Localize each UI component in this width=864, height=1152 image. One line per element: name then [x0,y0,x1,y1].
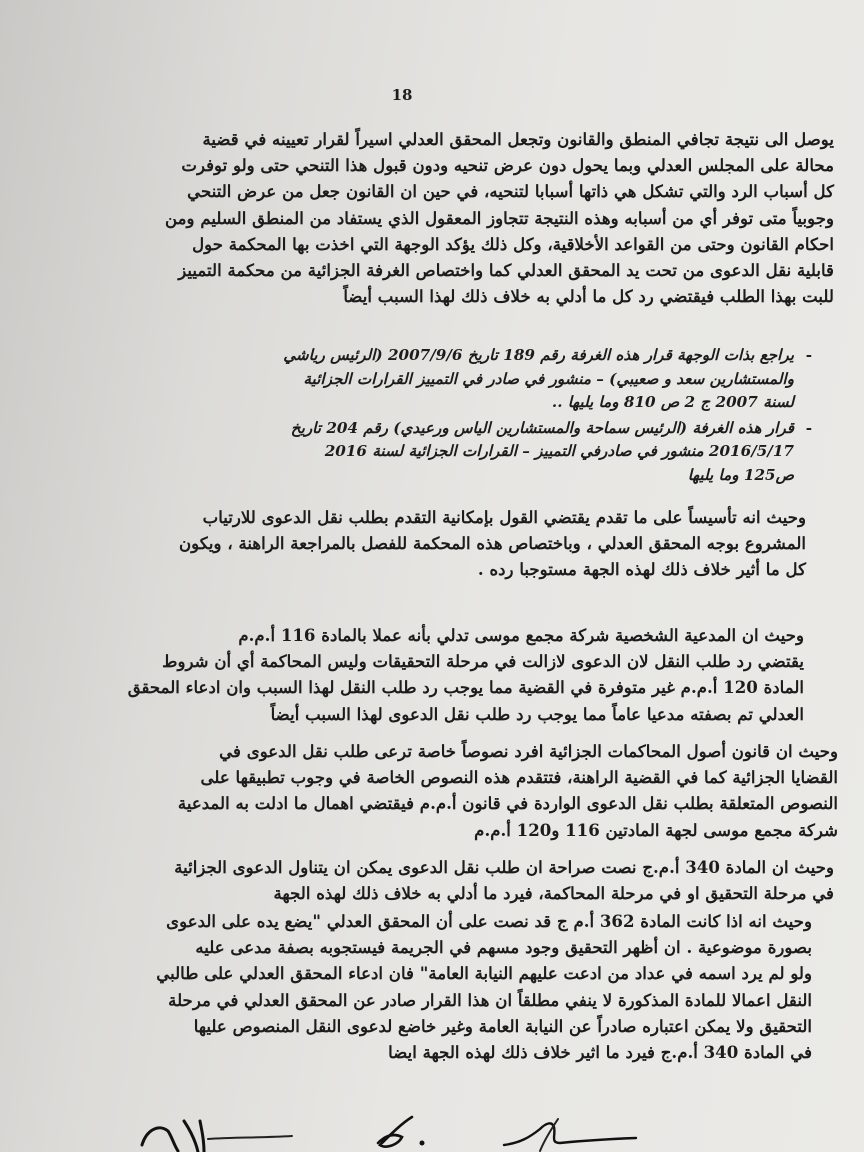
text-line: العدلي تم بصفته مدعيا عاماً مما يوجب رد طلب نقل الدعوى لهذا السبب أيضاً [270,703,804,724]
text-line: وحيث ان المادة 340 أ.م.ج نصت صراحة ان طلب نقل الدعوى يمكن ان يتناول الدعوى الجزائية [174,857,834,877]
paragraph-5 [88,854,834,906]
footnote-line: ص125 وما يليها [687,465,794,484]
text-line: المشروع بوجه المحقق العدلي ، وباختصاص هذه المحكمة للفصل بالمراجعة الراهنة ، ويكون [178,533,806,554]
text-line: في مرحلة التحقيق او في مرحلة المحاكمة، فيرد ما أدلي به خلاف ذلك لهذه الجهة [273,883,834,904]
text-line: احكام القانون وحتى من القواعد الأخلاقية، وكل ذلك يؤكد الوجهة التي اخذت بها المحكمة حول [192,233,834,254]
text-line: التحقيق ولا يمكن اعتباره صادراً عن النيابة العامة وغير خاضع لدعوى النقل المنصوص عليها [193,1015,812,1036]
text-line: القضايا الجزائية كما في القضية الراهنة، فتتقدم هذه النصوص الخاصة في وجوب تطبيقها على [200,767,838,788]
text-line: كل أسباب الرد والتي تشكل هي ذاتها أسبابا لتنحيه، في حين ان القانون جعل من عرض التنحي [187,181,834,202]
paragraph-6 [78,908,812,1065]
footnote-item [70,417,812,488]
paragraph-2 [78,504,806,583]
text-line: بصورة موضوعية . ان أظهر التحقيق وجود مسهم في الجريمة فيستجوبه بصفة مدعى عليه [195,937,812,958]
text-line: وجوبياً متى توفر أي من أسبابه وهذه النتيجة تتجاوز المعقول الذي يستفاد من المنطق السليم ومن [165,207,834,228]
text-line: كل ما أثير خلاف ذلك لهذه الجهة مستوجبا رده . [477,559,806,580]
page-number: 18 [391,86,413,104]
handwritten-signature-3 [500,1105,640,1152]
text-line: للبت بهذا الطلب فيقتضي رد كل ما أدلي به خلاف ذلك لهذا السبب أيضاً [343,286,834,307]
handwritten-signature-1 [138,1105,298,1152]
text-line: في المادة 340 أ.م.ج فيرد ما اثير خلاف ذلك لهذه الجهة ايضا [388,1042,812,1063]
handwritten-signature-2 [372,1105,432,1152]
paragraph-4 [64,738,838,843]
text-line: النصوص المتعلقة بطلب نقل الدعوى الواردة في قانون أ.م.م فيقتضي اهمال ما ادلت به المدعية [177,793,838,814]
text-line: النقل اعمالا للمادة المذكورة لا ينفي مطلقاً ان هذا القرار صادر عن المحقق العدلي في مرحلة [168,989,812,1010]
paragraph-1 [92,126,834,309]
text-line: يوصل الى نتيجة تجافي المنطق والقانون وتجعل المحقق العدلي اسيراً لقرار تعيينه في قضية [202,129,834,149]
text-line: شركة مجمع موسى لجهة المادتين 116 و120 أ.م.م [474,819,838,840]
text-line: يقتضي رد طلب النقل لان الدعوى لازالت في مرحلة التحقيقات وليس المحاكمة أي أن شروط [162,651,804,672]
footnote-line: لسنة 2007 ج 2 ص 810 وما يليها .. [551,393,794,411]
text-line: المادة 120 أ.م.م غير متوفرة في القضية مما يوجب رد طلب النقل لهذا السبب وان ادعاء المحقق [127,677,804,698]
text-line: وحيث انه اذا كانت المادة 362 أ.م ج قد نصت على أن المحقق العدلي "يضع يده على الدعوى [166,911,812,931]
footnote-line: - قرار هذه الغرفة (الرئيس سماحة والمستشارين الياس ورعيدي) رقم 204 تاريخ [290,418,794,437]
text-line: وحيث ان قانون أصول المحاكمات الجزائية افرد نصوصاً خاصة ترعى طلب نقل الدعوى في [219,741,838,761]
text-line: ولو لم يرد اسمه في عداد من ادعت عليهم النيابة العامة" فان ادعاء المحقق العدلي على طالبي [156,963,812,984]
footnotes [70,344,812,489]
paragraph-3 [50,622,804,727]
footnote-line: - يراجع بذات الوجهة قرار هذه الغرفة رقم 189 تاريخ 2007/9/6 (الرئيس رياشي [283,346,794,364]
text-line: وحيث انه تأسيساً على ما تقدم يقتضي القول بإمكانية التقدم بطلب نقل الدعوى للارتياب [202,507,806,527]
footnote-item [70,344,812,415]
footnote-line: 2016/5/17 منشور في صادرفي التمييز – القرارات الجزائية لسنة 2016 [324,442,794,460]
footnote-line: والمستشارين سعد و صعيبي) – منشور في صادر في التمييز القرارات الجزائية [303,369,794,388]
text-line: محالة على المجلس العدلي وبما يحول دون عرض تنحيه ودون قبول هذا التنحي حتى ولو توفرت [181,155,834,176]
text-line: قابلية نقل الدعوى من تحت يد المحقق العدلي كما واختصاص الغرفة الجزائية من محكمة التمييز [178,260,834,281]
text-line: وحيث ان المدعية الشخصية شركة مجمع موسى تدلي بأنه عملا بالمادة 116 أ.م.م [238,625,804,645]
